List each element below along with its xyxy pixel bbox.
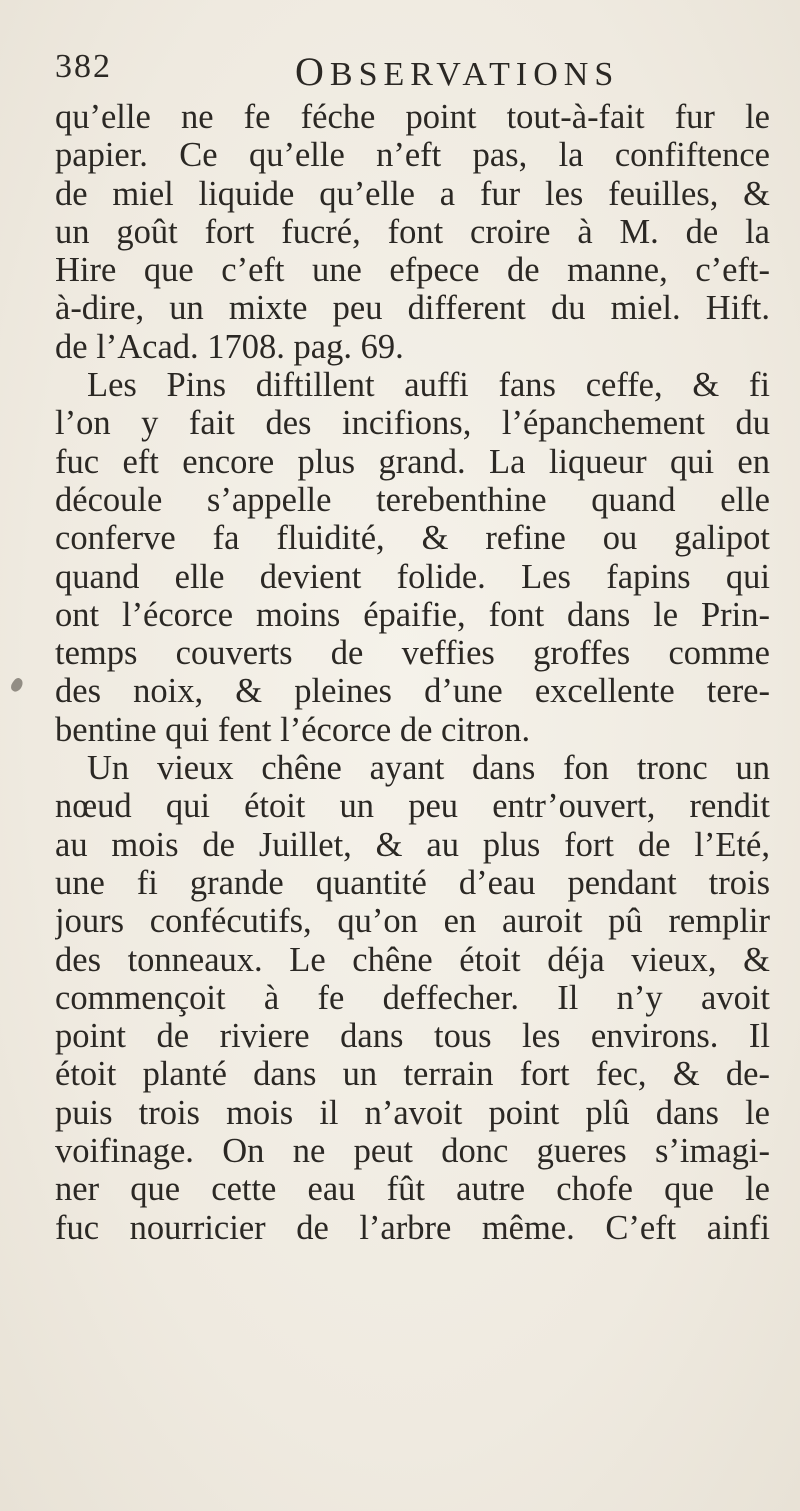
text-line: l’on y fait des incifions, l’épanchement du [55,404,770,443]
text-line: conferve fa fluidité, & refine ou galipot [55,519,770,558]
text-line: des noix, & pleines d’une excellente tere- [55,672,770,711]
text-line: quand elle devient folide. Les fapins qui [55,557,770,596]
text-line: des tonneaux. Le chêne étoit déja vieux, & [55,940,770,979]
text-line: jours confécutifs, qu’on en auroit pû remplir [55,902,770,941]
text-line: voifinage. On ne peut donc gueres s’imagi- [55,1132,770,1171]
text-line: papier. Ce qu’elle n’eft pas, la confiftence [55,136,770,175]
text-line: Les Pins diftillent auffi fans ceffe, & fi [87,366,770,405]
text-line: Hire que c’eft une efpece de manne, c’eft- [55,251,770,290]
text-line: puis trois mois il n’avoit point plû dans le [55,1093,770,1132]
running-title-initial: O [295,49,330,94]
text-line: bentine qui fent l’écorce de citron. [55,710,531,749]
text-line: nœud qui étoit un peu entr’ouvert, rendit [55,787,770,826]
page-number: 382 [55,48,112,85]
text-line: qu’elle ne fe féche point tout-à-fait fur le [55,98,770,136]
text-line: temps couverts de veffies groffes comme [55,634,770,673]
text-line: à-dire, un mixte peu different du miel. Hift. [55,289,770,328]
text-line: de l’Acad. 1708. pag. 69. [55,327,404,366]
text-line: Un vieux chêne ayant dans fon tronc un [87,749,770,788]
text-line: au mois de Juillet, & au plus fort de l’Eté, [55,825,770,864]
page-header [55,48,755,98]
ink-blot [9,676,25,693]
text-line: ner que cette eau fût autre chofe que le [55,1170,770,1209]
text-line: point de riviere dans tous les environs. Il [55,1017,770,1056]
text-line: découle s’appelle terebenthine quand elle [55,480,770,519]
text-line: étoit planté dans un terrain fort fec, & de- [55,1055,770,1094]
running-title-rest: BSERVATIONS [329,56,620,93]
text-line: de miel liquide qu’elle a fur les feuilles, & [55,174,770,213]
text-line: commençoit à fe deffecher. Il n’y avoit [55,978,770,1017]
text-line: fuc eft encore plus grand. La liqueur qui en [55,442,770,481]
text-line: fuc nourricier de l’arbre même. C’eft ainfi [55,1208,770,1247]
text-line: ont l’écorce moins épaifie, font dans le Prin- [55,595,770,634]
text-line: un goût fort fucré, font croire à M. de la [55,212,770,251]
text-line: une fi grande quantité d’eau pendant trois [55,863,770,902]
body-text [55,98,770,1247]
running-title [295,48,619,95]
